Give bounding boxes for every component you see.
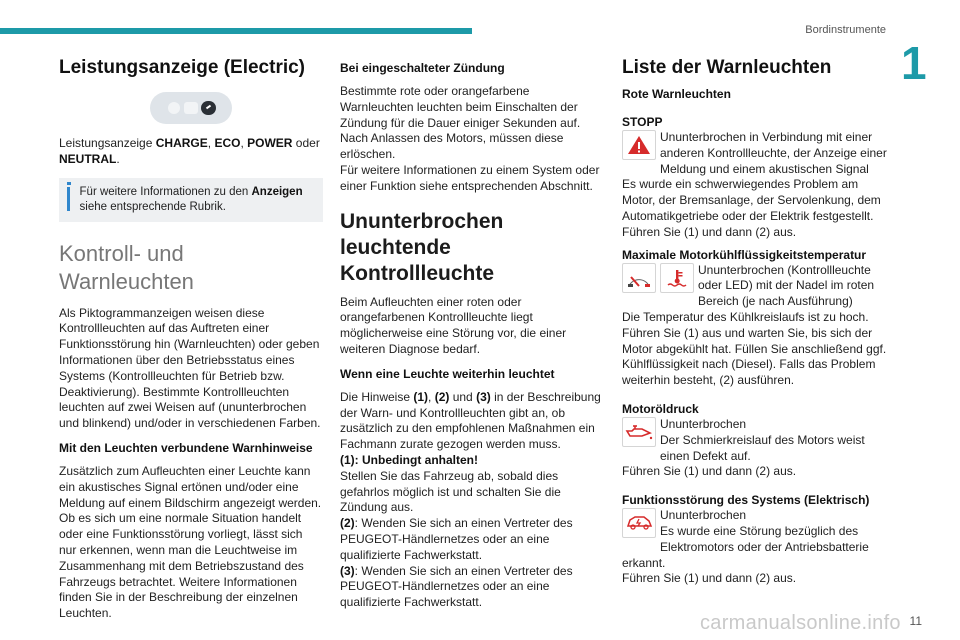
note-1: (1): Unbedingt anhalten! [340,452,478,467]
gauge-caption: Leistungsanzeige CHARGE, ECO, POWER oder NEUTRAL. [59,136,320,166]
power-gauge-icon [150,92,232,124]
paragraph: Für weitere Informationen zu einem System oder einer Funktion siehe entsprechenden Abschnitt. [340,162,600,193]
paragraph: Ob es sich um eine normale Situation handelt oder eine Funktionsstörung vorliegt, lässt sich nur erkennen, wenn man die Leuchtweise im Zusammenhang mit dem Betriebszustand des Fahrzeugs betrachtet. Weitere Informationen finden Sie in der Beschreibung der einzelnen Leuchten. [59,511,304,621]
warning-entry-electric-system: Funktionsstörung des Systems (Elektrisch) Ununterbrochen Es wurde eine Störung bezüglich des Elektromotors oder der Antriebsbatterie erkannt. Führen Sie (1) und dann (2) aus. [622,492,890,587]
column-left [59,56,323,622]
power-gauge-figure [59,92,323,124]
paragraph: Bestimmte rote oder orangefarbene Warnleuchten leuchten beim Einschalten der Zündung für die Dauer einiger Sekunden auf. Nach Anlassen des Motors, müssen diese erlöschen. [340,84,581,162]
running-header: Bordinstrumente [805,24,886,36]
column-right [622,56,890,587]
electric-system-fault-icon [622,508,656,538]
entry-title: Motoröldruck [622,401,699,416]
section-heading: Liste der Warnleuchten [622,57,832,78]
oil-pressure-icon [622,417,656,447]
section-heading: Ununterbrochen leuchtende Kontrollleuchte [340,209,504,285]
footer-watermark: carmanualsonline.info [700,612,901,634]
info-note: Für weitere Informationen zu den Anzeigen siehe entsprechende Rubrik. [59,178,323,222]
page-number: 11 [909,614,922,628]
note-2: (2): Wenden Sie sich an einen Vertreter des PEUGEOT-Händlernetzes oder an eine qualifizierte Fachwerkstatt. [340,516,573,562]
paragraph: Beim Aufleuchten einer roten oder orangefarbenen Kontrollleuchte liegt möglicherweise eine Störung vor, die einer weiteren Diagnose bedarf. [340,294,567,356]
entry-title: Funktionsstörung des Systems (Elektrisch) [622,493,870,508]
subheading: Wenn eine Leuchte weiterhin leuchtet [340,366,555,381]
note-1-text: Stellen Sie das Fahrzeug ab, sobald dies gefahrlos möglich ist und schalten Sie die Zündung aus. [340,468,561,515]
column-middle [340,56,606,611]
warning-entry-coolant: Maximale Motorkühlflüssigkeitstemperatur Ununterbrochen (Kontrollleuchte oder LED) mit der Nadel im roten Bereich (je nach Ausführung) Die Temperatur des Kühlkreislaufs ist zu hoch. Führen Sie (1) aus und warten Sie, bis sich der Motor abgekühlt hat. Füllen Sie anschließend ggf. Kühlflüssigkeit nach (Diesel). Falls das Problem weiterhin besteht, (2) ausführen. [622,247,890,389]
warning-entry-oil-pressure: Motoröldruck Ununterbrochen Der Schmierkreislauf des Motors weist einen Defekt auf. Führen Sie (1) und dann (2) aus. [622,401,890,480]
header-accent-bar [0,28,472,34]
subheading: Mit den Leuchten verbundene Warnhinweise [59,440,313,455]
stop-warning-icon [622,130,656,160]
coolant-gauge-icon [622,263,656,293]
paragraph: Die Hinweise (1), (2) und (3) in der Beschreibung der Warn- und Kontrollleuchten gibt an, ob zusätzlich zu den empfohlenen Maßnahmen ein Fachmann zurate gezogen werden muss. [340,389,601,452]
chapter-number: 1 [901,37,927,89]
section-heading: Leistungsanzeige (Electric) [59,57,306,78]
paragraph: Zusätzlich zum Aufleuchten einer Leuchte kann ein akustisches Signal ertönen und/oder eine Meldung auf einem Bildschirm angezeigt werden. [59,463,322,510]
entry-title: STOPP [622,115,663,129]
coolant-temperature-icon [660,263,694,293]
paragraph: Als Piktogrammanzeigen weisen diese Kontrollleuchten auf das Auftreten einer Funktionsstörung hin (Warnleuchten) oder geben Informationen über den Betriebsstatus eines Systems (Kontrollleuchten für Betrieb bzw. Deaktivierung). Bestimmte Kontrollleuchten leuchten auf zwei Weisen auf (ununterbrochen und blinkend) und/oder in verschiedenen Farben. [59,305,321,431]
subheading: Rote Warnleuchten [622,87,731,101]
note-3: (3): Wenden Sie sich an einen Vertreter des PEUGEOT-Händlernetzes oder an eine qualifizierte Fachwerkstatt. [340,563,573,610]
warning-entry-stop: STOPP Ununterbrochen in Verbindung mit einer anderen Kontrollleuchte, der Anzeige einer Meldung und einem akustischen Signal Es wurde ein schwerwiegendes Problem am Motor, der Bremsanlage, der Servolenkung, dem Automatikgetriebe oder der Elektrik festgestellt. Führen Sie (1) und dann (2) aus. [622,114,890,241]
section-heading-warning-lights: Kontroll- und Warnleuchten [59,240,194,294]
info-icon [67,187,70,211]
entry-title: Maximale Motorkühlflüssigkeitstemperatur [622,247,867,262]
subheading: Bei eingeschalteter Zündung [340,61,505,75]
